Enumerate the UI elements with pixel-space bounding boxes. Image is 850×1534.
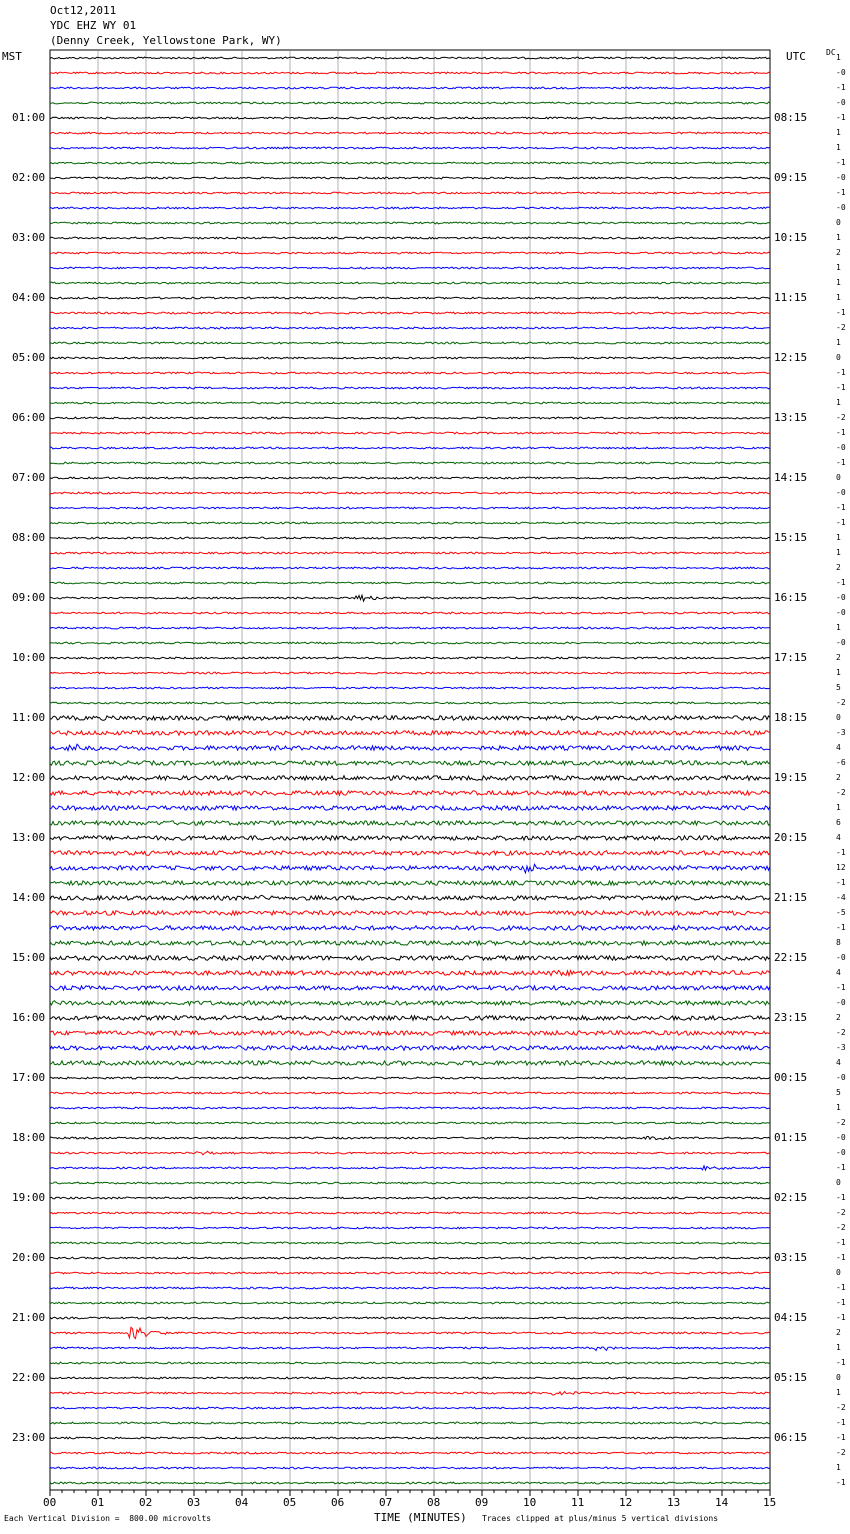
- trace-row-55: [50, 881, 770, 885]
- dc-offset-label: 1: [836, 398, 841, 407]
- dc-offset-label: 4: [836, 1058, 841, 1067]
- trace-row-74: [50, 1166, 770, 1170]
- dc-offset-label: -0: [836, 173, 846, 182]
- right-axis-label: UTC: [786, 50, 806, 63]
- trace-row-48: [50, 776, 770, 780]
- utc-hour-label: 23:15: [774, 1011, 808, 1024]
- dc-offset-label: -0: [836, 68, 846, 77]
- trace-row-28: [50, 477, 770, 479]
- dc-offset-label: 1: [836, 533, 841, 542]
- trace-row-14: [50, 267, 770, 269]
- trace-row-26: [50, 447, 770, 449]
- trace-row-27: [50, 462, 770, 464]
- dc-offset-label: 0: [836, 713, 841, 722]
- x-tick-label: 05: [283, 1496, 297, 1509]
- trace-row-32: [50, 537, 770, 539]
- footer-clip-note: Traces clipped at plus/minus 5 vertical divisions: [482, 1514, 719, 1523]
- trace-row-31: [50, 522, 770, 524]
- mst-hour-label: 14:00: [12, 891, 46, 904]
- trace-row-56: [50, 895, 770, 900]
- dc-offset-label: -0: [836, 638, 846, 647]
- trace-row-54: [50, 864, 770, 873]
- trace-row-86: [50, 1347, 770, 1351]
- dc-offset-label: -5: [836, 908, 846, 917]
- dc-offset-label: 2: [836, 248, 841, 257]
- utc-hour-label: 21:15: [774, 891, 808, 904]
- dc-offset-label: 4: [836, 743, 841, 752]
- utc-hour-label: 10:15: [774, 231, 808, 244]
- dc-offset-label: 0: [836, 473, 841, 482]
- trace-row-8: [50, 177, 770, 179]
- dc-offset-label: -2: [836, 1403, 846, 1412]
- dc-offset-label: -1: [836, 1238, 846, 1247]
- utc-hour-label: 16:15: [774, 591, 808, 604]
- dc-offset-label: -1: [836, 1478, 846, 1487]
- dc-offset-label: -0: [836, 1133, 846, 1142]
- dc-offset-label: -0: [836, 98, 846, 107]
- trace-row-77: [50, 1212, 770, 1214]
- trace-row-0: [50, 57, 770, 59]
- dc-offset-label: -1: [836, 308, 846, 317]
- trace-row-94: [50, 1467, 770, 1469]
- mst-hour-label: 10:00: [12, 651, 46, 664]
- dc-offset-label: 1: [836, 623, 841, 632]
- dc-offset-label: -0: [836, 998, 846, 1007]
- trace-row-95: [50, 1482, 770, 1484]
- trace-row-35: [50, 582, 770, 584]
- trace-row-15: [50, 282, 770, 284]
- trace-row-16: [50, 297, 770, 299]
- dc-offset-label: -0: [836, 443, 846, 452]
- trace-row-34: [50, 567, 770, 569]
- trace-row-17: [50, 312, 770, 314]
- dc-offset-label: -1: [836, 1193, 846, 1202]
- trace-row-36: [50, 595, 770, 601]
- trace-row-29: [50, 492, 770, 494]
- trace-row-70: [50, 1107, 770, 1109]
- dc-offset-label: -1: [836, 1313, 846, 1322]
- trace-row-41: [50, 672, 770, 674]
- dc-offset-label: -1: [836, 983, 846, 992]
- mst-hour-label: 13:00: [12, 831, 46, 844]
- x-tick-label: 12: [619, 1496, 633, 1509]
- trace-row-82: [50, 1287, 770, 1289]
- trace-row-59: [50, 941, 770, 945]
- trace-row-51: [50, 821, 770, 825]
- utc-hour-label: 06:15: [774, 1431, 808, 1444]
- mst-hour-label: 11:00: [12, 711, 46, 724]
- dc-offset-label: 0: [836, 218, 841, 227]
- dc-offset-label: -3: [836, 1043, 846, 1052]
- mst-hour-label: 06:00: [12, 411, 46, 424]
- trace-row-12: [50, 237, 770, 239]
- utc-hour-label: 00:15: [774, 1071, 808, 1084]
- mst-hour-label: 09:00: [12, 591, 46, 604]
- dc-offset-label: -2: [836, 1448, 846, 1457]
- mst-hour-label: 23:00: [12, 1431, 46, 1444]
- trace-row-88: [50, 1377, 770, 1379]
- dc-offset-label: -1: [836, 518, 846, 527]
- trace-row-71: [50, 1122, 770, 1124]
- dc-label: DC: [826, 48, 836, 57]
- trace-row-18: [50, 327, 770, 329]
- dc-offset-label: -1: [836, 1358, 846, 1367]
- dc-offset-label: -1: [836, 383, 846, 392]
- mst-hour-label: 12:00: [12, 771, 46, 784]
- trace-row-39: [50, 642, 770, 644]
- dc-offset-label: 1: [836, 233, 841, 242]
- trace-row-61: [50, 970, 770, 975]
- trace-row-45: [50, 731, 770, 735]
- dc-offset-label: 1: [836, 293, 841, 302]
- dc-offset-label: 5: [836, 1088, 841, 1097]
- trace-row-3: [50, 102, 770, 104]
- utc-hour-label: 20:15: [774, 831, 808, 844]
- utc-hour-label: 02:15: [774, 1191, 808, 1204]
- dc-offset-label: 5: [836, 683, 841, 692]
- trace-row-66: [50, 1046, 770, 1050]
- trace-row-13: [50, 252, 770, 254]
- dc-offset-label: -1: [836, 83, 846, 92]
- dc-offset-label: 1: [836, 263, 841, 272]
- mst-hour-label: 02:00: [12, 171, 46, 184]
- trace-row-6: [50, 147, 770, 149]
- x-tick-label: 06: [331, 1496, 345, 1509]
- trace-row-33: [50, 552, 770, 554]
- utc-hour-label: 13:15: [774, 411, 808, 424]
- utc-hour-label: 03:15: [774, 1251, 808, 1264]
- x-tick-label: 02: [139, 1496, 153, 1509]
- mst-hour-label: 19:00: [12, 1191, 46, 1204]
- x-tick-label: 01: [91, 1496, 105, 1509]
- trace-row-62: [50, 986, 770, 990]
- x-tick-label: 03: [187, 1496, 201, 1509]
- trace-row-42: [50, 687, 770, 689]
- dc-offset-label: -2: [836, 1028, 846, 1037]
- dc-offset-label: -2: [836, 1118, 846, 1127]
- trace-row-72: [50, 1136, 770, 1139]
- dc-offset-label: -1: [836, 578, 846, 587]
- utc-hour-label: 11:15: [774, 291, 808, 304]
- dc-offset-label: 1: [836, 143, 841, 152]
- dc-offset-label: -0: [836, 488, 846, 497]
- dc-offset-label: 0: [836, 1268, 841, 1277]
- dc-offset-label: -0: [836, 1148, 846, 1157]
- utc-hour-label: 22:15: [774, 951, 808, 964]
- trace-row-25: [50, 432, 770, 434]
- trace-row-1: [50, 72, 770, 74]
- trace-row-52: [50, 836, 770, 840]
- trace-row-63: [50, 1001, 770, 1005]
- dc-offset-label: 1: [836, 1103, 841, 1112]
- utc-hour-label: 08:15: [774, 111, 808, 124]
- dc-offset-label: 4: [836, 833, 841, 842]
- trace-row-76: [50, 1197, 770, 1199]
- dc-offset-label: -2: [836, 788, 846, 797]
- dc-offset-label: 0: [836, 1373, 841, 1382]
- dc-offset-label: -2: [836, 323, 846, 332]
- trace-row-65: [50, 1031, 770, 1035]
- trace-row-11: [50, 222, 770, 224]
- trace-row-87: [50, 1362, 770, 1364]
- dc-offset-label: 2: [836, 773, 841, 782]
- dc-offset-label: 1: [836, 53, 841, 62]
- trace-row-75: [50, 1182, 770, 1184]
- dc-offset-label: -3: [836, 728, 846, 737]
- dc-offset-label: -1: [836, 848, 846, 857]
- trace-row-24: [50, 417, 770, 419]
- x-tick-label: 00: [43, 1496, 57, 1509]
- dc-offset-label: -1: [836, 113, 846, 122]
- x-tick-label: 13: [667, 1496, 681, 1509]
- header-date: Oct12,2011: [50, 4, 117, 17]
- mst-hour-label: 07:00: [12, 471, 46, 484]
- dc-offset-label: -1: [836, 458, 846, 467]
- trace-rows: [50, 57, 770, 1484]
- dc-offset-label: 1: [836, 803, 841, 812]
- dc-offset-label: -2: [836, 1208, 846, 1217]
- dc-offset-label: 0: [836, 1178, 841, 1187]
- mst-hour-label: 20:00: [12, 1251, 46, 1264]
- trace-row-58: [50, 926, 770, 931]
- dc-offset-label: -1: [836, 1283, 846, 1292]
- utc-hour-label: 17:15: [774, 651, 808, 664]
- utc-hour-label: 09:15: [774, 171, 808, 184]
- header-station: YDC EHZ WY 01: [50, 19, 137, 32]
- utc-hour-label: 19:15: [774, 771, 808, 784]
- dc-offset-label: -1: [836, 1418, 846, 1427]
- utc-hour-label: 04:15: [774, 1311, 808, 1324]
- trace-row-73: [50, 1151, 770, 1155]
- dc-offset-label: -0: [836, 203, 846, 212]
- trace-row-85: [50, 1327, 770, 1338]
- x-tick-label: 07: [379, 1496, 393, 1509]
- footer-scale-note: Each Vertical Division = 800.00 microvolts: [4, 1514, 212, 1523]
- trace-row-81: [50, 1272, 770, 1274]
- trace-row-23: [50, 402, 770, 404]
- trace-row-50: [50, 806, 770, 810]
- x-tick-label: 11: [571, 1496, 585, 1509]
- mst-hour-label: 22:00: [12, 1371, 46, 1384]
- trace-row-53: [50, 851, 770, 855]
- trace-row-89: [50, 1392, 770, 1396]
- dc-offset-label: -1: [836, 428, 846, 437]
- trace-row-69: [50, 1092, 770, 1094]
- dc-offset-label: -2: [836, 698, 846, 707]
- trace-row-46: [50, 744, 770, 750]
- trace-row-80: [50, 1257, 770, 1259]
- utc-hour-label: 18:15: [774, 711, 808, 724]
- dc-offset-label: 2: [836, 563, 841, 572]
- dc-offset-label: -1: [836, 1433, 846, 1442]
- mst-hour-label: 04:00: [12, 291, 46, 304]
- trace-row-90: [50, 1407, 770, 1409]
- trace-row-22: [50, 387, 770, 389]
- dc-offset-label: 8: [836, 938, 841, 947]
- dc-offset-label: -0: [836, 608, 846, 617]
- trace-row-5: [50, 132, 770, 134]
- utc-hour-label: 14:15: [774, 471, 808, 484]
- dc-offset-label: -1: [836, 1163, 846, 1172]
- dc-offset-label: 1: [836, 548, 841, 557]
- dc-offset-label: -1: [836, 368, 846, 377]
- mst-hour-label: 16:00: [12, 1011, 46, 1024]
- trace-row-7: [50, 162, 770, 164]
- dc-offset-label: -1: [836, 503, 846, 512]
- mst-hour-label: 05:00: [12, 351, 46, 364]
- dc-offset-label: -0: [836, 953, 846, 962]
- trace-row-83: [50, 1302, 770, 1304]
- dc-offset-label: -1: [836, 1253, 846, 1262]
- trace-row-92: [50, 1437, 770, 1439]
- dc-offset-label: 6: [836, 818, 841, 827]
- trace-row-47: [50, 761, 770, 765]
- x-tick-label: 08: [427, 1496, 441, 1509]
- dc-offset-label: 1: [836, 1463, 841, 1472]
- x-tick-label: 15: [763, 1496, 777, 1509]
- mst-hour-label: 21:00: [12, 1311, 46, 1324]
- dc-offset-label: -2: [836, 1223, 846, 1232]
- mst-hour-label: 01:00: [12, 111, 46, 124]
- trace-row-4: [50, 117, 770, 119]
- dc-offset-label: -2: [836, 413, 846, 422]
- dc-offset-label: 0: [836, 353, 841, 362]
- trace-row-40: [50, 657, 770, 659]
- utc-hour-label: 15:15: [774, 531, 808, 544]
- trace-row-64: [50, 1016, 770, 1020]
- trace-row-49: [50, 791, 770, 795]
- mst-hour-label: 15:00: [12, 951, 46, 964]
- dc-offset-label: 2: [836, 1013, 841, 1022]
- left-axis-label: MST: [2, 50, 22, 63]
- dc-offset-label: 1: [836, 1388, 841, 1397]
- mst-hour-label: 17:00: [12, 1071, 46, 1084]
- dc-offset-label: -1: [836, 188, 846, 197]
- trace-row-20: [50, 357, 770, 359]
- mst-hour-label: 18:00: [12, 1131, 46, 1144]
- dc-offset-label: 1: [836, 278, 841, 287]
- dc-offset-label: 1: [836, 668, 841, 677]
- trace-row-44: [50, 716, 770, 720]
- dc-offset-label: -0: [836, 593, 846, 602]
- trace-row-43: [50, 702, 770, 704]
- dc-offset-label: -1: [836, 878, 846, 887]
- dc-offset-label: 2: [836, 1328, 841, 1337]
- dc-offset-label: -1: [836, 1298, 846, 1307]
- x-tick-label: 10: [523, 1496, 537, 1509]
- trace-row-78: [50, 1227, 770, 1229]
- trace-row-60: [50, 956, 770, 960]
- dc-offset-label: 4: [836, 968, 841, 977]
- dc-offset-label: -4: [836, 893, 846, 902]
- utc-hour-label: 05:15: [774, 1371, 808, 1384]
- trace-row-57: [50, 911, 770, 915]
- dc-offset-label: -1: [836, 158, 846, 167]
- dc-offset-label: -1: [836, 923, 846, 932]
- dc-offset-label: 12: [836, 863, 846, 872]
- mst-hour-label: 08:00: [12, 531, 46, 544]
- trace-row-38: [50, 627, 770, 629]
- trace-row-10: [50, 207, 770, 209]
- dc-offset-label: -0: [836, 1073, 846, 1082]
- dc-offset-label: 1: [836, 128, 841, 137]
- dc-offset-label: 2: [836, 653, 841, 662]
- trace-row-19: [50, 342, 770, 344]
- trace-row-84: [50, 1317, 770, 1319]
- mst-hour-label: 03:00: [12, 231, 46, 244]
- dc-offset-label: 1: [836, 1343, 841, 1352]
- trace-row-67: [50, 1061, 770, 1065]
- trace-row-21: [50, 372, 770, 374]
- trace-row-9: [50, 192, 770, 194]
- dc-offset-label: 1: [836, 338, 841, 347]
- trace-row-79: [50, 1242, 770, 1244]
- utc-hour-label: 12:15: [774, 351, 808, 364]
- x-tick-label: 09: [475, 1496, 489, 1509]
- trace-row-30: [50, 507, 770, 509]
- trace-row-37: [50, 612, 770, 614]
- trace-row-68: [50, 1077, 770, 1079]
- x-tick-label: 04: [235, 1496, 249, 1509]
- trace-row-93: [50, 1452, 770, 1454]
- x-axis-title: TIME (MINUTES): [374, 1511, 467, 1524]
- header-location: (Denny Creek, Yellowstone Park, WY): [50, 34, 282, 47]
- x-tick-label: 14: [715, 1496, 729, 1509]
- utc-hour-label: 01:15: [774, 1131, 808, 1144]
- dc-offset-label: -6: [836, 758, 846, 767]
- x-axis-ticks: [50, 1490, 770, 1496]
- trace-row-91: [50, 1422, 770, 1424]
- trace-row-2: [50, 87, 770, 89]
